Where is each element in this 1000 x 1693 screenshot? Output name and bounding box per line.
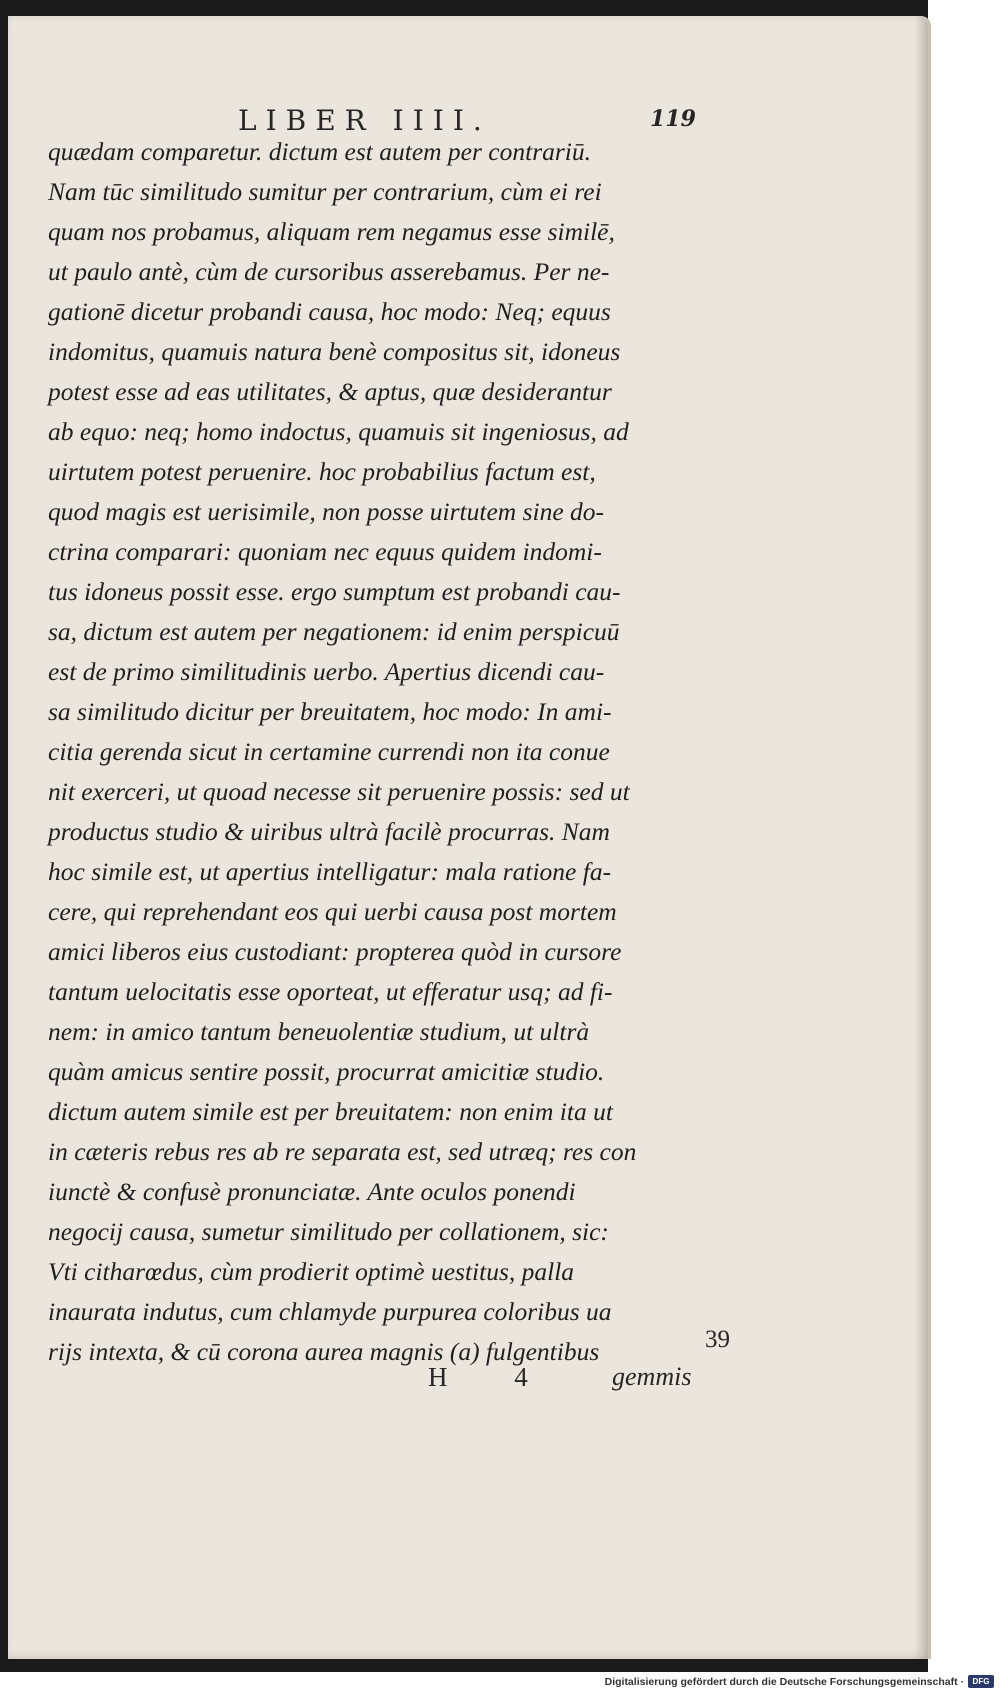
text-line: quàm amicus sentire possit, procurrat amicitiæ studio.	[48, 1057, 605, 1086]
text-line: ab equo: neq; homo indoctus, quamuis sit ingeniosus, ad	[48, 417, 629, 446]
text-line: nit exerceri, ut quoad necesse sit peruenire possis: sed ut	[48, 777, 630, 806]
text-line: citia gerenda sicut in certamine currendi non ita conue	[48, 737, 610, 766]
funding-credit: Digitalisierung gefördert durch die Deutsche Forschungsgemeinschaft ·	[604, 1676, 964, 1688]
text-line: nem: in amico tantum beneuolentiæ studium, ut ultrà	[48, 1017, 590, 1046]
text-line: negocij causa, sumetur similitudo per collationem, sic:	[48, 1217, 609, 1246]
text-line: rijs intexta, & cū corona aurea magnis (a) fulgentibus	[48, 1337, 600, 1366]
running-head: LIBER IIII.	[238, 104, 491, 137]
text-line: iunctè & confusè pronunciatæ. Ante oculos ponendi	[48, 1177, 576, 1206]
text-line: potest esse ad eas utilitates, & aptus, quæ desiderantur	[48, 377, 612, 406]
text-line: in cæteris rebus res ab re separata est, sed utræq; res con	[48, 1137, 637, 1166]
text-line: ut paulo antè, cùm de cursoribus asserebamus. Per ne-	[48, 257, 610, 286]
text-line: quod magis est uerisimile, non posse uirtutem sine do-	[48, 497, 605, 526]
text-line: tantum uelocitatis esse oporteat, ut efferatur usq; ad fi-	[48, 977, 613, 1006]
text-line: amici liberos eius custodiant: propterea quòd in cursore	[48, 937, 622, 966]
text-line: uirtutem potest peruenire. hoc probabilius factum est,	[48, 457, 596, 486]
body-text	[48, 132, 710, 1372]
text-line: est de primo similitudinis uerbo. Apertius dicendi cau-	[48, 657, 605, 686]
text-line: tus idoneus possit esse. ergo sumptum est probandi cau-	[48, 577, 621, 606]
page-number: 119	[650, 106, 696, 132]
margin-note-number: 39	[705, 1326, 730, 1353]
signature-mark: H 4	[428, 1362, 558, 1392]
text-line: ctrina comparari: quoniam nec equus quidem indomi-	[48, 537, 602, 566]
dfg-logo: DFG	[968, 1675, 994, 1688]
text-line: indomitus, quamuis natura benè compositus sit, idoneus	[48, 337, 621, 366]
text-line: sa similitudo dicitur per breuitatem, hoc modo: In ami-	[48, 697, 612, 726]
text-line: quam nos probamus, aliquam rem negamus esse similē,	[48, 217, 615, 246]
text-line: quædam comparetur. dictum est autem per contrariū.	[48, 137, 592, 166]
catchword: gemmis	[612, 1362, 692, 1391]
text-line: gationē dicetur probandi causa, hoc modo: Neq; equus	[48, 297, 611, 326]
text-line: Vti citharœdus, cùm prodierit optimè uestitus, palla	[48, 1257, 575, 1286]
text-line: Nam tūc similitudo sumitur per contrarium, cùm ei rei	[48, 177, 602, 206]
text-line: hoc simile est, ut apertius intelligatur: mala ratione fa-	[48, 857, 612, 886]
text-line: dictum autem simile est per breuitatem: non enim ita ut	[48, 1097, 613, 1126]
text-line: cere, qui reprehendant eos qui uerbi causa post mortem	[48, 897, 617, 926]
text-line: productus studio & uiribus ultrà facilè procurras. Nam	[48, 817, 610, 846]
text-line: sa, dictum est autem per negationem: id enim perspicuū	[48, 617, 620, 646]
text-line: inaurata indutus, cum chlamyde purpurea coloribus ua	[48, 1297, 612, 1326]
